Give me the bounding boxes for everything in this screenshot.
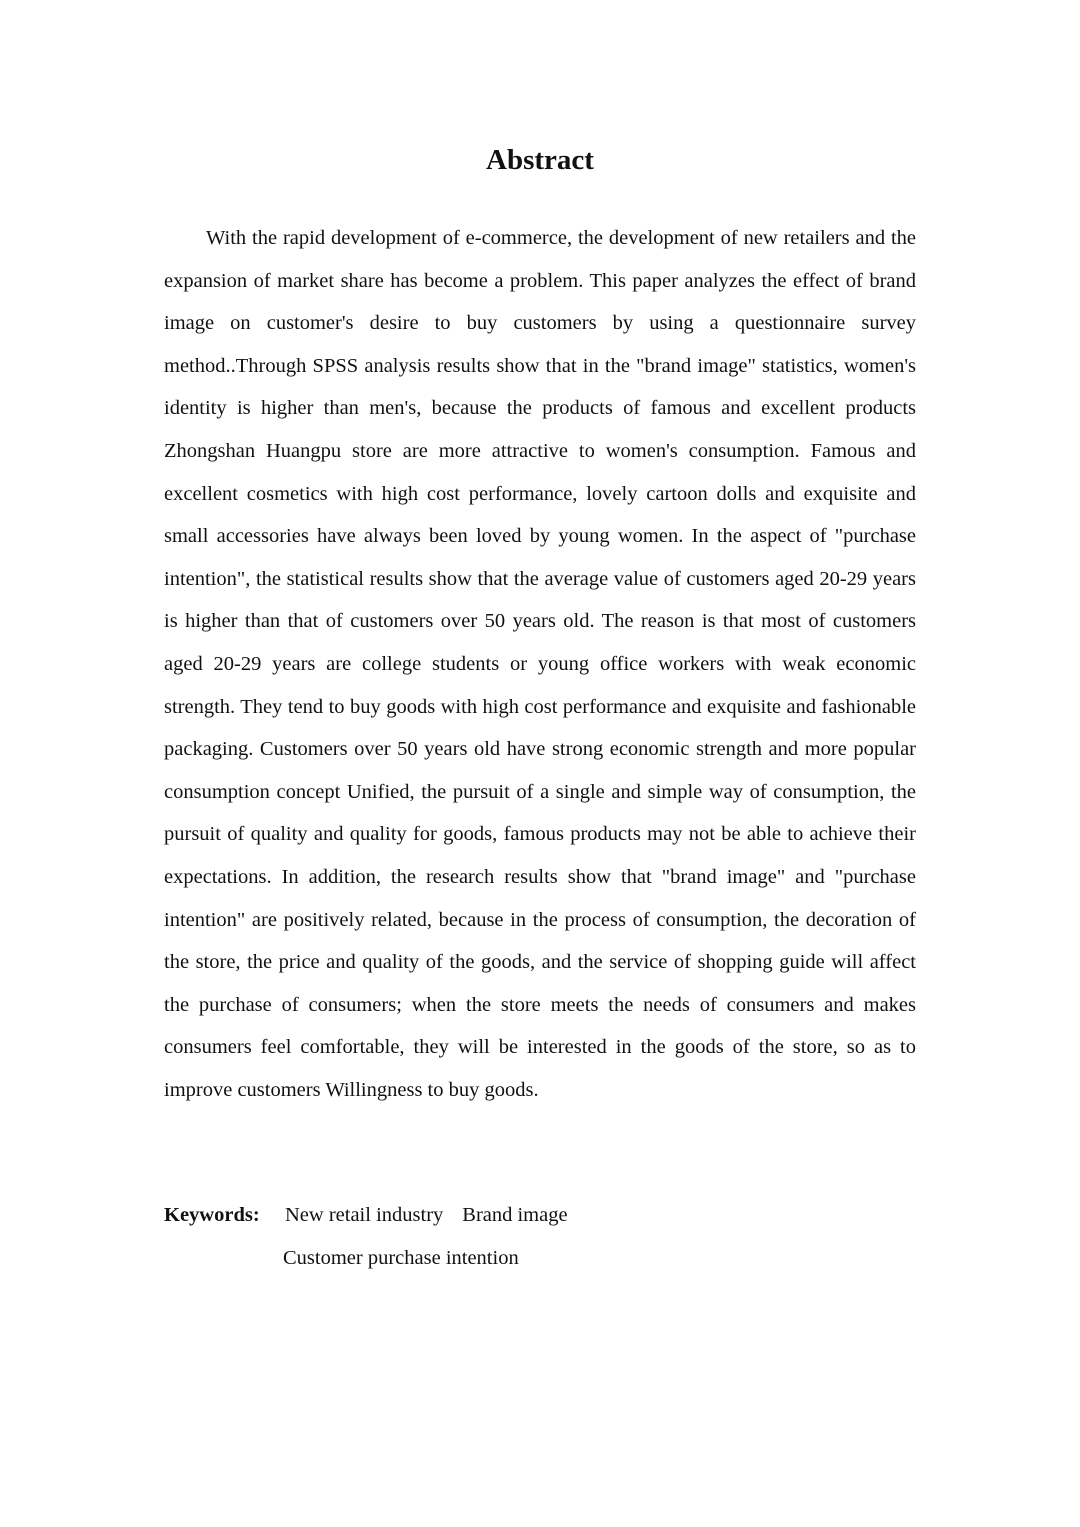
keywords-label: Keywords:	[164, 1204, 260, 1226]
abstract-paragraph: With the rapid development of e-commerce, the development of new retailers and the expansion of market share has become a problem. This paper analyzes the effect of brand image on customer's desire to buy customers by using a questionnaire survey method..Through SPSS analysis results show that in the "brand image" statistics, women's identity is higher than men's, because the products of famous and excellent products Zhongshan Huangpu store are more attractive to women's consumption. Famous and excellent cosmetics with high cost performance, lovely cartoon dolls and exquisite and small accessories have always been loved by young women. In the aspect of "purchase intention", the statistical results show that the average value of customers aged 20-29 years is higher than that of customers over 50 years old. The reason is that most of customers aged 20-29 years are college students or young office workers with weak economic strength. They tend to buy goods with high cost performance and exquisite and fashionable packaging. Customers over 50 years old have strong economic strength and more popular consumption concept Unified, the pursuit of a single and simple way of consumption, the pursuit of quality and quality for goods, famous products may not be able to achieve their expectations. In addition, the research results show that "brand image" and "purchase intention" are positively related, because in the process of consumption, the decoration of the store, the price and quality of the goods, and the service of shopping guide will affect the purchase of consumers; when the store meets the needs of consumers and makes consumers feel comfortable, they will be interested in the goods of the store, so as to improve customers Willingness to buy goods.	[164, 227, 916, 1101]
keyword-item: New retail industry	[285, 1204, 444, 1226]
abstract-title: Abstract	[486, 144, 594, 176]
keywords-line-2	[164, 1237, 916, 1280]
keyword-item: Brand image	[462, 1204, 568, 1226]
keyword-item: Customer purchase intention	[283, 1246, 519, 1269]
keywords-line-1	[164, 1194, 916, 1237]
keywords-section	[164, 1194, 916, 1279]
